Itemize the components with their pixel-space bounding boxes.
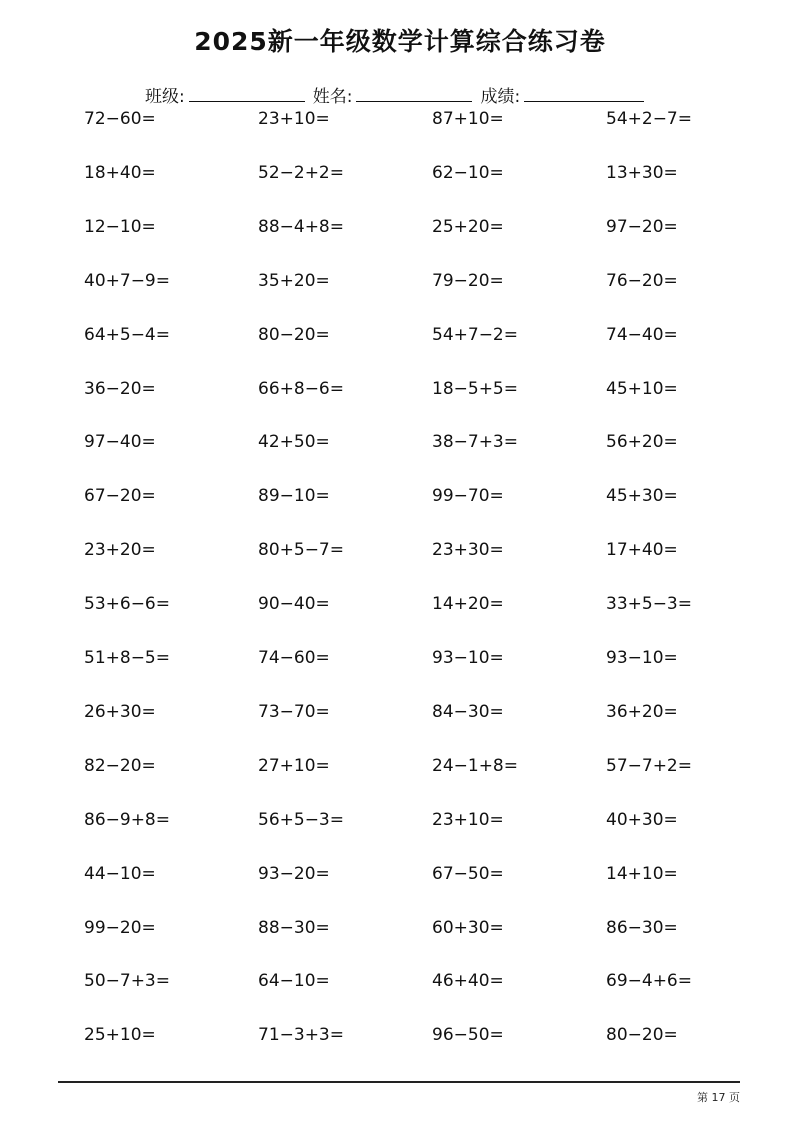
problem-r10-c4: 33+5−3= <box>606 594 692 615</box>
problem-r7-c1: 97−40= <box>84 432 156 453</box>
problem-r2-c2: 52−2+2= <box>258 162 344 183</box>
problem-r8-c1: 67−20= <box>84 486 156 507</box>
problem-r4-c2: 35+20= <box>258 270 330 291</box>
problem-r12-c1: 26+30= <box>84 701 156 722</box>
page-title: 2025新一年级数学计算综合练习卷 <box>194 27 606 56</box>
problem-r17-c4: 69−4+6= <box>606 971 692 992</box>
problem-r8-c2: 89−10= <box>258 486 330 507</box>
problem-r13-c4: 57−7+2= <box>606 755 692 776</box>
problem-r6-c2: 66+8−6= <box>258 378 344 399</box>
problem-r10-c1: 53+6−6= <box>84 594 170 615</box>
problem-r4-c4: 76−20= <box>606 270 678 291</box>
problem-r3-c4: 97−20= <box>606 216 678 237</box>
problem-r10-c2: 90−40= <box>258 594 330 615</box>
problem-r14-c4: 40+30= <box>606 809 678 830</box>
problem-r17-c2: 64−10= <box>258 971 330 992</box>
problem-r2-c4: 13+30= <box>606 162 678 183</box>
page-number: 第 17 页 <box>697 1091 740 1104</box>
problem-r1-c3: 87+10= <box>432 109 504 129</box>
problem-r14-c3: 23+10= <box>432 809 504 830</box>
problem-r15-c1: 44−10= <box>84 863 156 884</box>
problem-r15-c3: 67−50= <box>432 863 504 884</box>
problem-r16-c2: 88−30= <box>258 917 330 938</box>
problem-r13-c1: 82−20= <box>84 755 156 776</box>
student-info-line <box>145 82 652 107</box>
score-label: 成绩: <box>480 87 521 107</box>
problem-r14-c1: 86−9+8= <box>84 809 170 830</box>
score-blank <box>524 87 644 102</box>
class-label: 班级: <box>145 87 185 107</box>
problem-r9-c1: 23+20= <box>84 540 156 561</box>
problem-r6-c1: 36−20= <box>84 378 156 399</box>
problem-r11-c2: 74−60= <box>258 648 330 668</box>
problem-r11-c4: 93−10= <box>606 648 678 668</box>
problem-r3-c2: 88−4+8= <box>258 216 344 237</box>
problem-r2-c1: 18+40= <box>84 162 156 183</box>
problem-r5-c4: 74−40= <box>606 324 678 345</box>
problem-r4-c1: 40+7−9= <box>84 270 170 291</box>
problem-r4-c3: 79−20= <box>432 270 504 291</box>
problem-r17-c1: 50−7+3= <box>84 971 170 992</box>
problem-r7-c2: 42+50= <box>258 432 330 453</box>
problem-r12-c2: 73−70= <box>258 701 330 722</box>
problem-r6-c3: 18−5+5= <box>432 378 518 399</box>
problem-r6-c4: 45+10= <box>606 378 678 399</box>
problem-r7-c4: 56+20= <box>606 432 678 453</box>
problem-r7-c3: 38−7+3= <box>432 432 518 453</box>
problem-r17-c3: 46+40= <box>432 971 504 992</box>
problem-r5-c1: 64+5−4= <box>84 324 170 345</box>
problem-r12-c4: 36+20= <box>606 701 678 722</box>
problem-r5-c3: 54+7−2= <box>432 324 518 345</box>
name-label: 姓名: <box>312 87 353 107</box>
problem-r18-c1: 25+10= <box>84 1025 156 1046</box>
problem-r9-c2: 80+5−7= <box>258 540 344 561</box>
footer-divider <box>58 1081 740 1083</box>
problem-r14-c2: 56+5−3= <box>258 809 344 830</box>
problem-r8-c4: 45+30= <box>606 486 678 507</box>
problem-r16-c4: 86−30= <box>606 917 678 938</box>
problem-r1-c2: 23+10= <box>258 109 330 129</box>
problem-r8-c3: 99−70= <box>432 486 504 507</box>
problem-r11-c1: 51+8−5= <box>84 648 170 668</box>
problem-r11-c3: 93−10= <box>432 648 504 668</box>
name-blank <box>356 87 472 102</box>
problem-r13-c3: 24−1+8= <box>432 755 518 776</box>
problem-r3-c1: 12−10= <box>84 216 156 237</box>
problem-r18-c2: 71−3+3= <box>258 1025 344 1046</box>
problem-r5-c2: 80−20= <box>258 324 330 345</box>
problem-r16-c1: 99−20= <box>84 917 156 938</box>
problem-r2-c3: 62−10= <box>432 162 504 183</box>
problem-r18-c4: 80−20= <box>606 1025 678 1046</box>
problem-r15-c4: 14+10= <box>606 863 678 884</box>
problem-r9-c4: 17+40= <box>606 540 678 561</box>
problem-r15-c2: 93−20= <box>258 863 330 884</box>
problem-r16-c3: 60+30= <box>432 917 504 938</box>
problem-r1-c4: 54+2−7= <box>606 109 692 129</box>
problem-r1-c1: 72−60= <box>84 109 156 129</box>
problem-r13-c2: 27+10= <box>258 755 330 776</box>
problem-r12-c3: 84−30= <box>432 701 504 722</box>
problem-r18-c3: 96−50= <box>432 1025 504 1046</box>
problem-r10-c3: 14+20= <box>432 594 504 615</box>
problem-r3-c3: 25+20= <box>432 216 504 237</box>
class-blank <box>189 87 305 102</box>
problem-r9-c3: 23+30= <box>432 540 504 561</box>
